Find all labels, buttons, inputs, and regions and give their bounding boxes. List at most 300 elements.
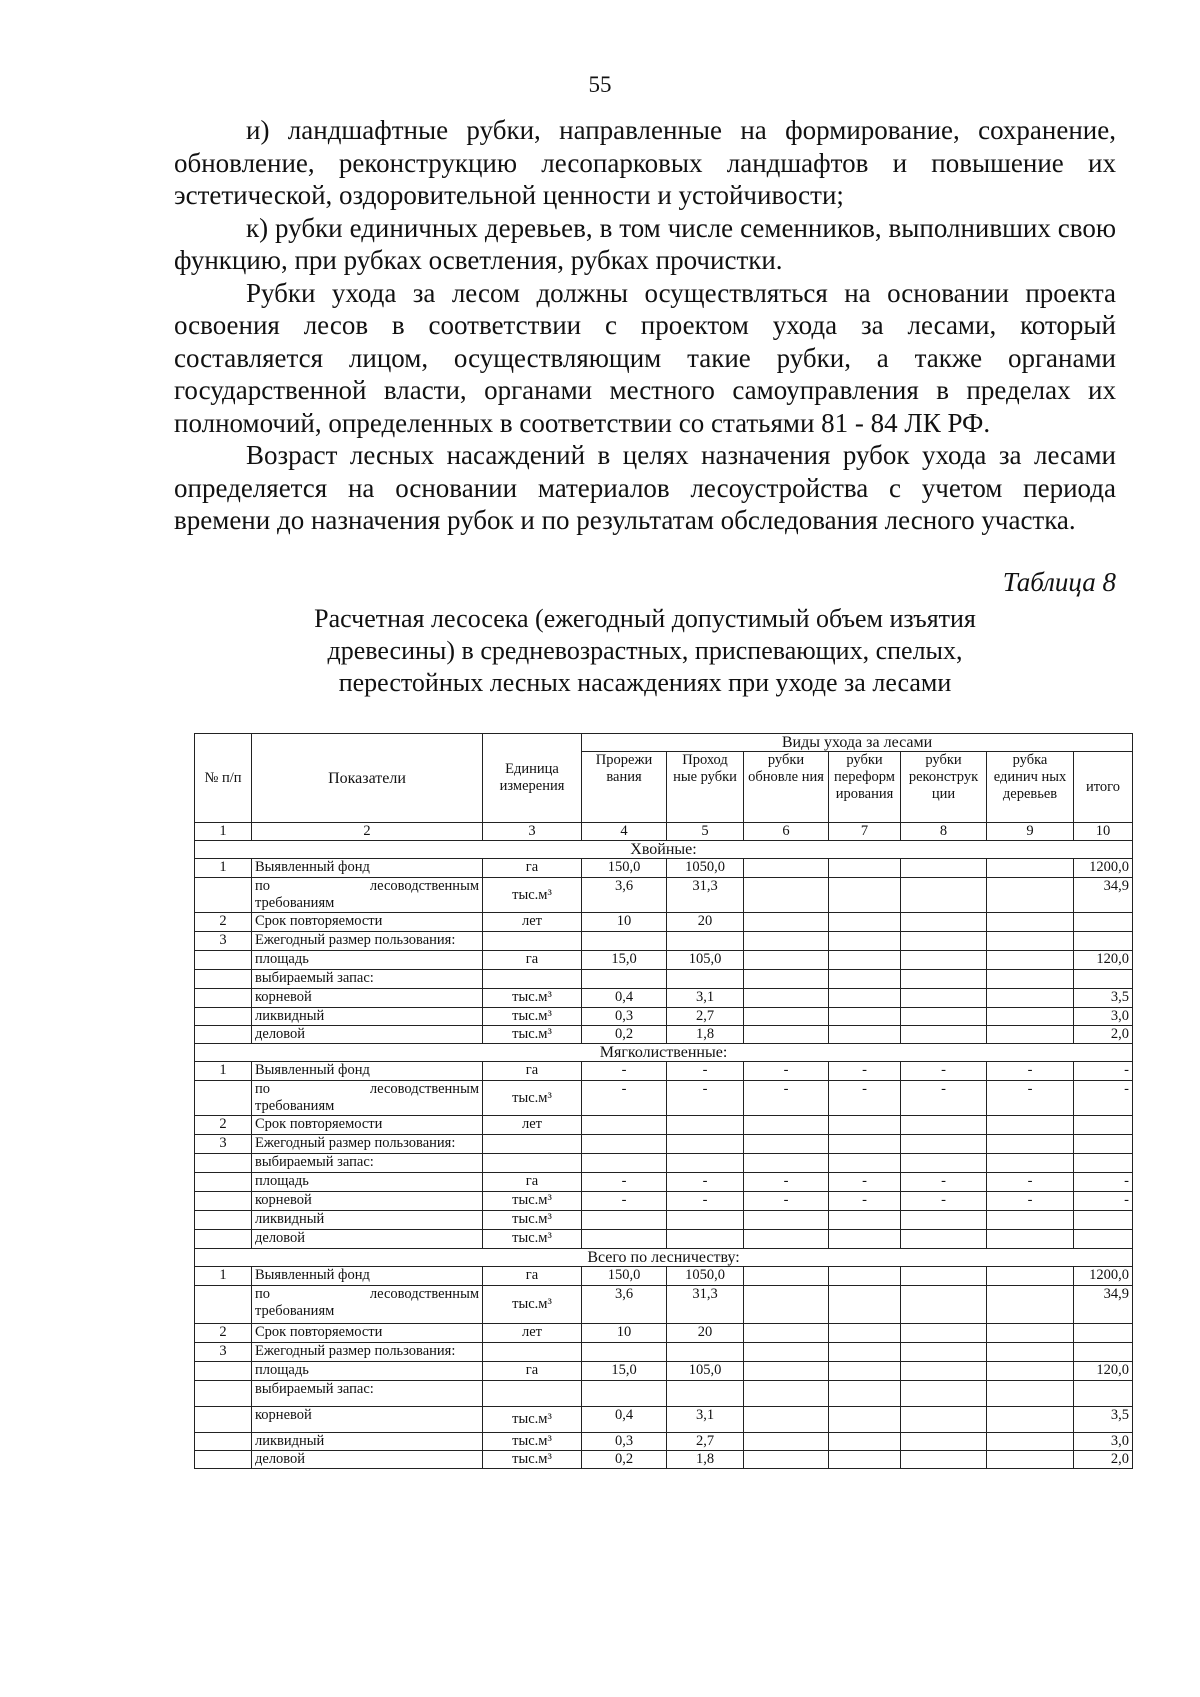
row-value [987,1451,1074,1469]
row-value [1074,970,1133,989]
table-row [195,1381,1133,1407]
row-value [744,1008,829,1026]
table-row [195,1324,1133,1343]
row-value: - [1074,1081,1133,1116]
header-type: рубка единич ных деревьев [987,752,1074,823]
row-value [829,1451,901,1469]
row-value: 150,0 [582,1267,667,1286]
row-label-text: площадь [255,951,309,967]
row-number [195,989,252,1008]
row-label-text: Выявленный фонд [255,1267,370,1283]
row-value [901,1343,987,1362]
row-value [829,878,901,913]
column-numbers-row [195,823,1133,841]
row-value [1074,1154,1133,1173]
row-value [901,1451,987,1469]
row-label-text: выбираемый запас: [255,1381,374,1397]
row-label-text: деловой [255,1026,306,1042]
row-value: - [1074,1192,1133,1211]
row-unit [483,1381,582,1407]
row-value [744,1433,829,1451]
row-number [195,1451,252,1469]
row-value: 2,0 [1074,1451,1133,1469]
row-value [744,932,829,951]
row-value [901,859,987,878]
row-number [195,1192,252,1211]
row-value [744,1362,829,1381]
row-label [252,1362,483,1381]
row-label [252,989,483,1008]
row-value [829,1154,901,1173]
row-value [829,1286,901,1324]
row-number [195,1008,252,1026]
row-value [1074,1324,1133,1343]
row-value [829,989,901,1008]
row-label [252,1008,483,1026]
row-label-text: площадь [255,1173,309,1189]
row-value [744,1267,829,1286]
label-line: по лесоводственным [255,878,479,894]
row-label [252,1081,483,1116]
row-label-text: Ежегодный размер пользования: [255,1343,456,1359]
table-row [195,1173,1133,1192]
row-unit: га [483,1267,582,1286]
row-value: - [987,1173,1074,1192]
row-value [901,989,987,1008]
row-unit: тыс.м³ [483,989,582,1008]
row-value [901,1135,987,1154]
table-row [195,1008,1133,1026]
row-value [667,1154,744,1173]
row-value [987,1008,1074,1026]
row-label-text: ликвидный [255,1008,325,1024]
row-value [901,1008,987,1026]
row-unit: тыс.м³ [483,1081,582,1116]
row-value [582,932,667,951]
row-value [744,1286,829,1324]
row-value [901,913,987,932]
row-value [1074,1230,1133,1249]
column-number: 4 [582,823,667,841]
row-value [667,1211,744,1230]
row-value: 34,9 [1074,1286,1133,1324]
row-value [901,1324,987,1343]
row-value [667,1343,744,1362]
row-value [987,1230,1074,1249]
row-label [252,1407,483,1433]
row-value [987,1211,1074,1230]
row-label-text: Ежегодный размер пользования: [255,932,456,948]
row-label-text: выбираемый запас: [255,1154,374,1170]
row-value: 2,0 [1074,1026,1133,1044]
row-value [901,1211,987,1230]
row-value: 150,0 [582,859,667,878]
row-value [987,932,1074,951]
row-value [744,1451,829,1469]
row-value [901,1286,987,1324]
row-value [1074,932,1133,951]
row-value: - [901,1062,987,1081]
row-value: - [1074,1062,1133,1081]
header-type: рубки реконструк ции [901,752,987,823]
row-label [252,1211,483,1230]
row-value: - [744,1062,829,1081]
row-value [901,932,987,951]
row-label [252,1116,483,1135]
table-row [195,1062,1133,1081]
row-label [252,859,483,878]
row-label-text: корневой [255,1192,312,1208]
column-number: 3 [483,823,582,841]
row-number: 3 [195,1135,252,1154]
row-value [829,1433,901,1451]
table-label: Таблица 8 [1002,567,1116,597]
row-label [252,1026,483,1044]
header-type: Прорежи вания [582,752,667,823]
row-unit: тыс.м³ [483,1026,582,1044]
row-value [829,859,901,878]
row-value: - [829,1192,901,1211]
section-header-row [195,841,1133,859]
row-value [582,1381,667,1407]
row-value [744,1026,829,1044]
row-value: 105,0 [667,1362,744,1381]
row-label-text: деловой [255,1451,306,1467]
row-label [252,1267,483,1286]
row-value: - [582,1081,667,1116]
row-value [987,1116,1074,1135]
row-number [195,1173,252,1192]
row-value [744,1381,829,1407]
page-number: 55 [588,72,612,97]
row-number [195,1381,252,1407]
table-title-line: древесины) в средневозрастных, приспевающих, спелых, [327,636,963,665]
row-value: - [901,1173,987,1192]
row-value: 1200,0 [1074,1267,1133,1286]
row-label [252,1343,483,1362]
column-number: 10 [1074,823,1133,841]
row-value [829,1267,901,1286]
table-row [195,1286,1133,1324]
row-label-text: Срок повторяемости [255,1116,383,1132]
row-value [829,1407,901,1433]
row-unit: га [483,859,582,878]
row-label-text: площадь [255,1362,309,1378]
row-value [829,913,901,932]
row-value: 15,0 [582,951,667,970]
row-value [901,1407,987,1433]
column-number: 7 [829,823,901,841]
row-value [829,1116,901,1135]
table-row [195,878,1133,913]
row-value [901,1433,987,1451]
row-number [195,878,252,913]
row-value: 31,3 [667,878,744,913]
row-value: - [987,1081,1074,1116]
row-value [667,970,744,989]
row-value [901,1362,987,1381]
row-value: 3,6 [582,1286,667,1324]
row-number: 3 [195,932,252,951]
row-value [744,951,829,970]
row-label-text: по лесоводственным требованиям [255,1286,479,1319]
table-row [195,1362,1133,1381]
row-value [744,1116,829,1135]
row-value [1074,913,1133,932]
row-number [195,1286,252,1324]
row-value: 3,1 [667,1407,744,1433]
header-group: Виды ухода за лесами [582,734,1133,752]
section-title: Мягколиственные: [195,1044,1133,1062]
row-value: 0,4 [582,989,667,1008]
table-row [195,1135,1133,1154]
row-value: 15,0 [582,1362,667,1381]
table-row [195,1343,1133,1362]
allowable-cut-table [194,733,1133,1469]
table-row [195,1230,1133,1249]
label-line: по лесоводственным [255,1286,479,1302]
row-label [252,1173,483,1192]
row-value [1074,1135,1133,1154]
row-number [195,970,252,989]
row-value [829,1008,901,1026]
row-value [829,1343,901,1362]
row-number [195,1081,252,1116]
header-num: № п/п [195,734,252,823]
row-label-text: по лесоводственным требованиям [255,878,479,911]
row-value: - [667,1081,744,1116]
row-value: 10 [582,1324,667,1343]
row-value [829,1135,901,1154]
row-value [744,1230,829,1249]
column-number: 9 [987,823,1074,841]
row-label-text: деловой [255,1230,306,1246]
row-value [1074,1211,1133,1230]
row-unit: тыс.м³ [483,1433,582,1451]
row-unit: лет [483,1324,582,1343]
row-number: 2 [195,913,252,932]
table-title [0,603,1200,699]
row-value: 34,9 [1074,878,1133,913]
row-value [667,932,744,951]
row-unit: га [483,1062,582,1081]
row-value [667,1381,744,1407]
row-value [987,859,1074,878]
row-value: 2,7 [667,1008,744,1026]
row-value [582,1154,667,1173]
row-value [901,1026,987,1044]
row-value: 3,1 [667,989,744,1008]
row-value [987,1267,1074,1286]
row-number [195,1433,252,1451]
row-label [252,970,483,989]
row-value: 1050,0 [667,859,744,878]
row-value [829,1362,901,1381]
row-value [744,1407,829,1433]
row-label-text: Ежегодный размер пользования: [255,1135,456,1151]
row-value [582,1116,667,1135]
row-value: - [901,1192,987,1211]
row-unit: тыс.м³ [483,878,582,913]
row-value [667,1135,744,1154]
row-label-text: выбираемый запас: [255,970,374,986]
row-unit: га [483,1173,582,1192]
row-label-text: ликвидный [255,1433,325,1449]
row-value: - [744,1173,829,1192]
row-value [901,951,987,970]
row-value: - [667,1062,744,1081]
table-row [195,1026,1133,1044]
row-number [195,1026,252,1044]
row-value [1074,1116,1133,1135]
table-row [195,1211,1133,1230]
row-unit: лет [483,1116,582,1135]
row-value [829,1324,901,1343]
row-value [987,1433,1074,1451]
row-value: 10 [582,913,667,932]
row-unit: тыс.м³ [483,1286,582,1324]
row-value: - [987,1062,1074,1081]
row-unit [483,1343,582,1362]
row-value [901,970,987,989]
row-value [901,1267,987,1286]
row-value: 1050,0 [667,1267,744,1286]
table-row [195,1451,1133,1469]
row-value [582,970,667,989]
row-value [829,1230,901,1249]
row-label-text: по лесоводственным требованиям [255,1081,479,1114]
row-label [252,878,483,913]
row-number [195,1230,252,1249]
row-value: 1200,0 [1074,859,1133,878]
row-label [252,1154,483,1173]
row-value [987,970,1074,989]
row-unit [483,1154,582,1173]
row-value: 3,6 [582,878,667,913]
row-label [252,1433,483,1451]
row-label [252,913,483,932]
row-value: 0,4 [582,1407,667,1433]
row-number: 3 [195,1343,252,1362]
row-label [252,1062,483,1081]
row-value: - [1074,1173,1133,1192]
row-label [252,1451,483,1469]
row-value: - [829,1173,901,1192]
row-value [744,1324,829,1343]
row-value [1074,1381,1133,1407]
row-value [744,913,829,932]
row-value [744,1343,829,1362]
row-value [987,878,1074,913]
row-unit [483,1135,582,1154]
table-row [195,1116,1133,1135]
paragraph: к) рубки единичных деревьев, в том числе семенников, выполнивших свою функцию, при рубках осветления, рубках прочистки. [174,212,1116,275]
paragraph: и) ландшафтные рубки, направленные на формирование, сохранение, обновление, реконструкцию лесопарковых ландшафтов и повышение их эстетической, оздоровительной ценности и устойчивости; [174,115,1116,210]
row-value: 0,2 [582,1451,667,1469]
row-value: - [987,1192,1074,1211]
row-unit [483,970,582,989]
row-unit [483,932,582,951]
row-label-text: Срок повторяемости [255,913,383,929]
row-value: 1,8 [667,1026,744,1044]
table-row [195,1407,1133,1433]
row-label [252,1381,483,1407]
table-row [195,951,1133,970]
row-label [252,932,483,951]
column-number: 1 [195,823,252,841]
row-number: 2 [195,1116,252,1135]
row-value [987,1362,1074,1381]
row-value: 3,0 [1074,1433,1133,1451]
row-value [829,932,901,951]
column-number: 6 [744,823,829,841]
row-value [987,1343,1074,1362]
label-line: по лесоводственным [255,1081,479,1097]
row-number [195,1211,252,1230]
row-value [829,1026,901,1044]
row-label [252,1286,483,1324]
row-value [901,1116,987,1135]
row-value: 20 [667,913,744,932]
row-value [744,878,829,913]
header-type: рубки обновле ния [744,752,829,823]
section-title: Всего по лесничеству: [195,1249,1133,1267]
header-type: рубки переформ ирования [829,752,901,823]
row-label-text: ликвидный [255,1211,325,1227]
row-value [901,1381,987,1407]
row-value [829,970,901,989]
row-value [987,1026,1074,1044]
row-unit: тыс.м³ [483,1451,582,1469]
row-label-text: Выявленный фонд [255,859,370,875]
row-value: - [829,1062,901,1081]
row-value: - [744,1192,829,1211]
table-row [195,913,1133,932]
row-value [744,859,829,878]
row-label-text: корневой [255,989,312,1005]
row-unit: тыс.м³ [483,1230,582,1249]
row-label [252,1230,483,1249]
column-number: 2 [252,823,483,841]
paragraph: Возраст лесных насаждений в целях назначения рубок ухода за лесами определяется на основании материалов лесоустройства с учетом периода времени до назначения рубок и по результатам обследования лесного участка. [174,440,1116,535]
table-row [195,970,1133,989]
row-label-text: Срок повторяемости [255,1324,383,1340]
row-value: 0,3 [582,1433,667,1451]
row-value: - [667,1173,744,1192]
row-value [987,1154,1074,1173]
row-unit: тыс.м³ [483,1192,582,1211]
table-row [195,1192,1133,1211]
row-value: 120,0 [1074,1362,1133,1381]
row-value [582,1211,667,1230]
paragraph: Рубки ухода за лесом должны осуществляться на основании проекта освоения лесов в соответствии с проектом ухода за лесами, который составляется лицом, осуществляющим такие рубки, а также органами государственной власти, органами местного самоуправления в пределах их полномочий, определенных в соответствии со статьями 81 - 84 ЛК РФ. [174,277,1116,438]
section-title: Хвойные: [195,841,1133,859]
row-value: - [829,1081,901,1116]
row-value: 20 [667,1324,744,1343]
row-value [667,1230,744,1249]
row-value: - [582,1173,667,1192]
table-row [195,1154,1133,1173]
table-title-line: Расчетная лесосека (ежегодный допустимый объем изъятия [314,604,976,633]
table-row [195,989,1133,1008]
row-number: 1 [195,859,252,878]
row-label-text: Выявленный фонд [255,1062,370,1078]
row-value [987,989,1074,1008]
row-value [901,1230,987,1249]
table-title-line: перестойных лесных насаждениях при уходе за лесами [338,668,952,697]
table-row [195,932,1133,951]
table-body [195,841,1133,1469]
